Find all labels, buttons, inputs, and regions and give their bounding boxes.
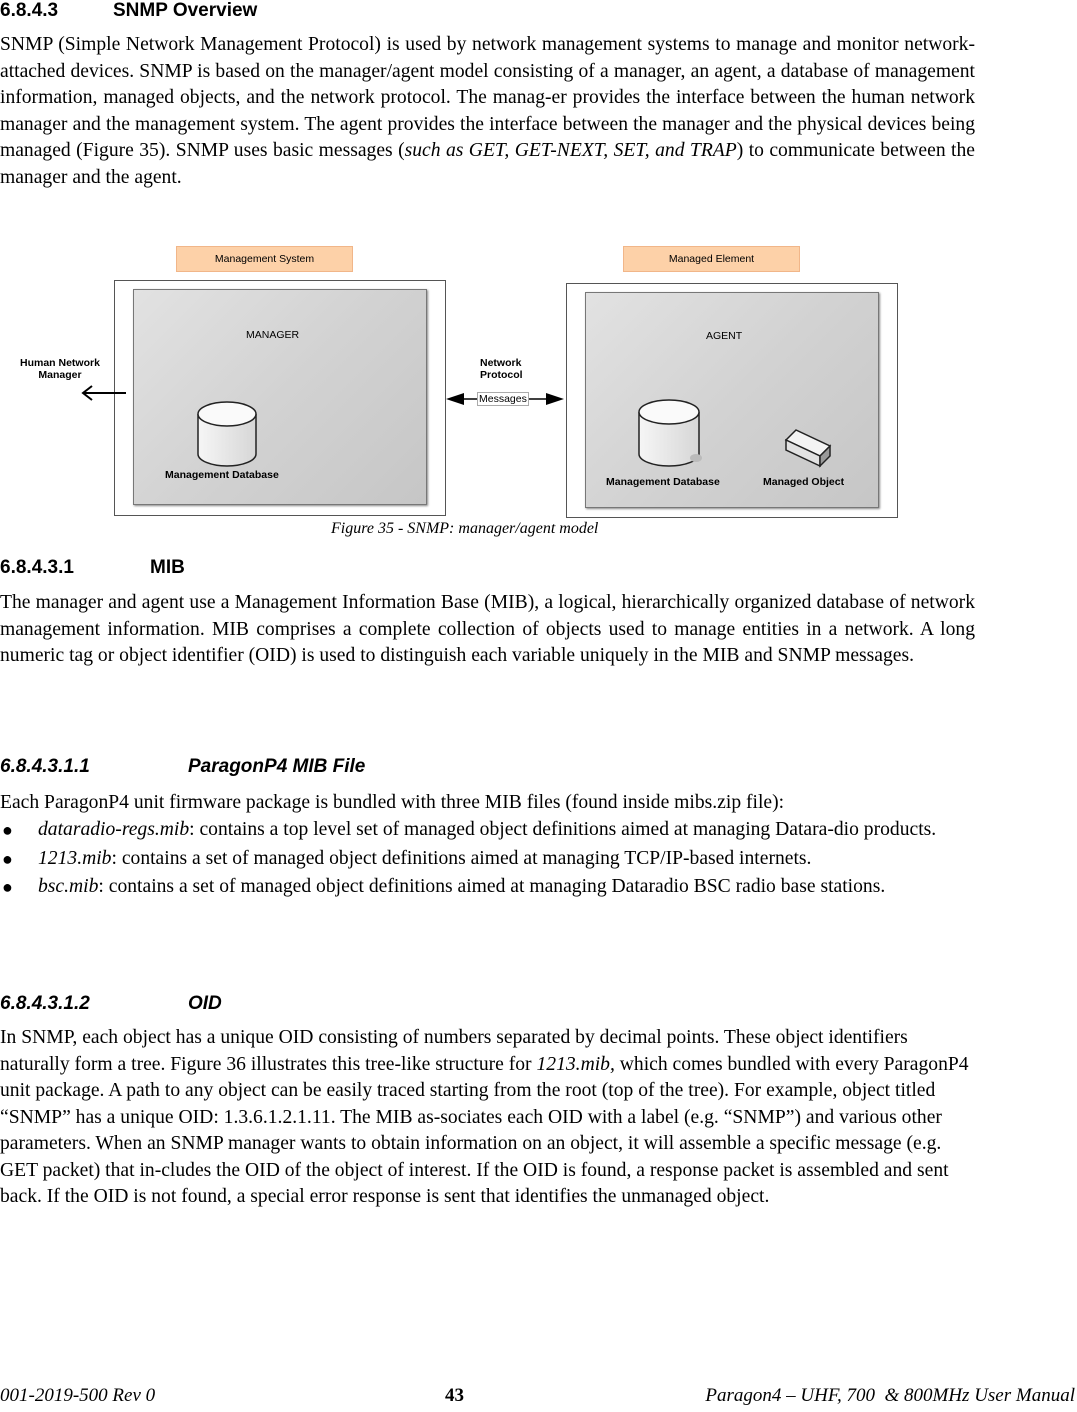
snmp-overview-paragraph: SNMP (Simple Network Management Protocol) is used by network management systems to manage and monitor network-attached devices. SNMP is based on the manager/agent model consisting of a manager, an agent, a database of management information, managed objects, and the network protocol. The manag-er provides the interface between the human network manager and the management system. The agent provides the interface between the manager and the physical devices being managed (Figure 35). SNMP uses basic messages (such as GET, GET-NEXT, SET, and TRAP) to communicate between the manager and the agent. bbox=[0, 34, 975, 188]
mib-title: MIB bbox=[150, 557, 185, 578]
mib-file-intro: Each ParagonP4 unit firmware package is bundled with three MIB files (found inside mibs.zip file): bbox=[0, 792, 785, 813]
management-database-label-left: Management Database bbox=[165, 469, 279, 481]
section-number: 6.8.4.3 bbox=[0, 0, 59, 21]
managed-object-icon bbox=[782, 424, 834, 470]
list-item: ● bsc.mib: contains a set of managed object definitions aimed at managing Dataradio BSC radio base stations. bbox=[2, 876, 886, 897]
mib-file-title: ParagonP4 MIB File bbox=[188, 756, 366, 777]
mib-paragraph: The manager and agent use a Management Information Base (MIB), a logical, hierarchically organized database of network management information. MIB comprises a complete collection of objects used to manage entities in a network. A long numeric tag or object identifier (OID) is used to distinguish each variable uniquely in the MIB and SNMP messages. bbox=[0, 592, 975, 666]
management-database-icon bbox=[195, 400, 259, 470]
snmp-diagram bbox=[0, 238, 1077, 523]
oid-title: OID bbox=[188, 993, 222, 1014]
arrow-left-icon bbox=[78, 383, 128, 403]
footer-page-number: 43 bbox=[445, 1385, 464, 1406]
agent-label: AGENT bbox=[706, 330, 743, 342]
section-heading bbox=[0, 0, 258, 22]
messages-label: Messages bbox=[479, 393, 527, 405]
management-system-label: Management System bbox=[176, 246, 353, 272]
oid-heading bbox=[0, 993, 222, 1015]
oid-paragraph: In SNMP, each object has a unique OID consisting of numbers separated by decimal points. These object identifiers naturally form a tree. Figure 36 illustrates this tree-like structure for 1213.mib, which comes bundled with every ParagonP4 unit package. A path to any object can be easily traced starting from the root (top of the tree). For example, object titled “SNMP” has a unique OID: 1.3.6.1.2.1.11. The MIB as-sociates each OID with a label (e.g. “SNMP”) and various other parameters. When an SNMP manager wants to obtain information on an object, it will assemble a specific message (e.g. GET packet) that in-cludes the OID of the object of interest. If the OID is found, a response packet is assembled and sent back. If the OID is not found, a special error response is sent that identifies the unmanaged object. bbox=[0, 1027, 969, 1207]
network-protocol-label: Network Protocol bbox=[480, 357, 523, 381]
managed-object-label: Managed Object bbox=[763, 476, 845, 488]
agent-database-icon bbox=[636, 398, 706, 472]
mib-file-number: 6.8.4.3.1.1 bbox=[0, 756, 90, 777]
manager-label: MANAGER bbox=[246, 329, 300, 341]
figure-caption: Figure 35 - SNMP: manager/agent model bbox=[331, 520, 599, 537]
footer-doc-number: 001-2019-500 Rev 0 bbox=[0, 1385, 156, 1406]
mib-heading bbox=[0, 557, 185, 579]
footer-manual-title: Paragon4 – UHF, 700 & 800MHz User Manual bbox=[705, 1385, 1075, 1406]
management-database-label-right: Management Database bbox=[606, 476, 720, 488]
managed-element-label: Managed Element bbox=[623, 246, 800, 272]
human-network-manager-label: Human Network Manager bbox=[20, 357, 100, 381]
section-title: SNMP Overview bbox=[113, 0, 258, 21]
oid-number: 6.8.4.3.1.2 bbox=[0, 993, 90, 1014]
mib-number: 6.8.4.3.1 bbox=[0, 557, 74, 578]
mib-file-heading bbox=[0, 756, 366, 778]
list-item: ● 1213.mib: contains a set of managed object definitions aimed at managing TCP/IP-based internets. bbox=[2, 847, 812, 869]
mib-file-list bbox=[0, 817, 978, 903]
list-item: ● dataradio-regs.mib: contains a top level set of managed object definitions aimed at managing Datara-dio products. bbox=[2, 819, 937, 840]
